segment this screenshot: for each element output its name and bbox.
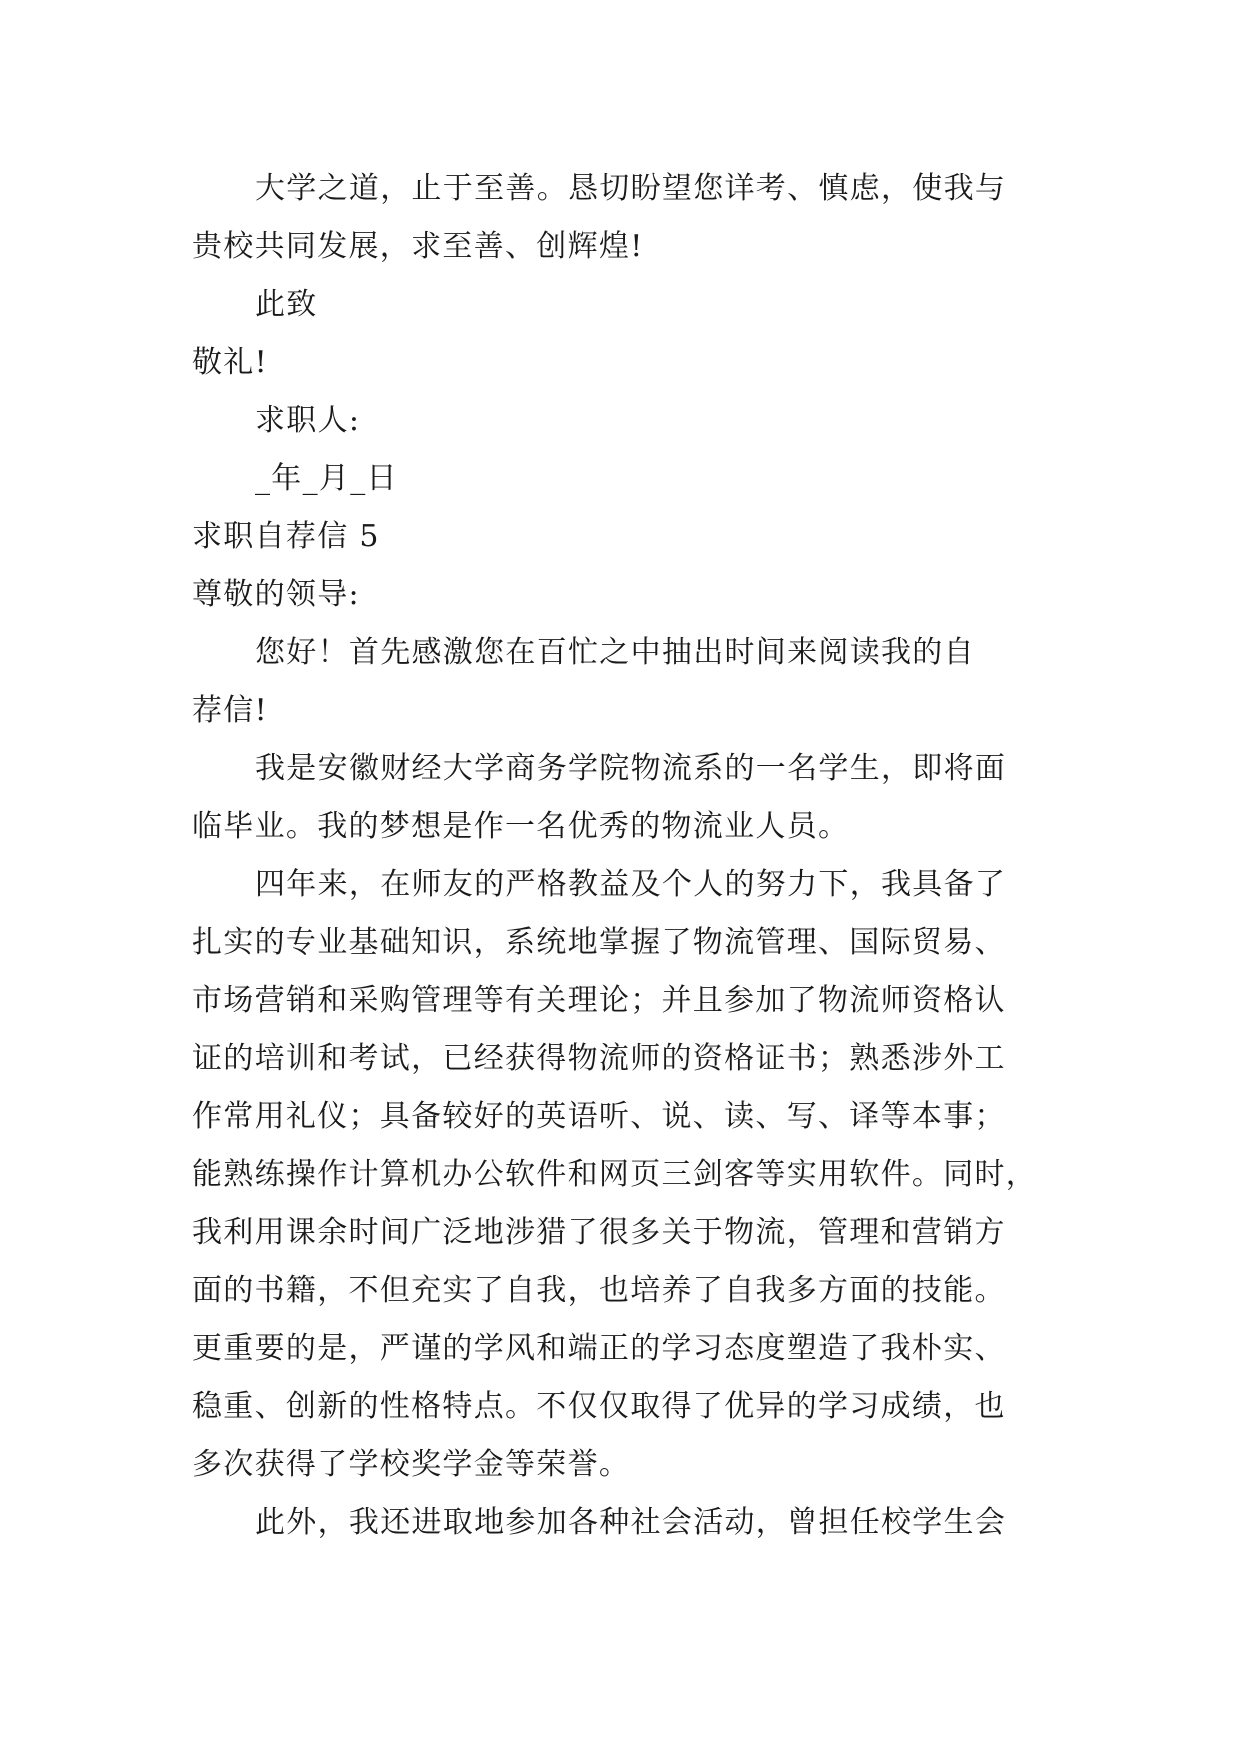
closing-salutation: 此致	[255, 287, 318, 322]
text-line: 您好！首先感激您在百忙之中抽出时间来阅读我的自	[255, 635, 975, 670]
text-line: 大学之道，止于至善。恳切盼望您详考、慎虑，使我与	[255, 171, 1007, 206]
text-line: 贵校共同发展，求至善、创辉煌!	[192, 229, 644, 264]
text-line: 四年来，在师友的严格教益及个人的努力下，我具备了	[255, 867, 1007, 902]
greeting: 尊敬的领导:	[192, 577, 360, 612]
signature-label: 求职人:	[255, 403, 361, 438]
date-placeholder: _年_月_日	[255, 461, 398, 496]
text-line: 我利用课余时间广泛地涉猎了很多关于物流，管理和营销方	[192, 1215, 1006, 1250]
closing-regards: 敬礼!	[192, 345, 268, 380]
text-line: 扎实的专业基础知识，系统地掌握了物流管理、国际贸易、	[192, 925, 1006, 960]
text-line: 此外，我还进取地参加各种社会活动，曾担任校学生会	[255, 1505, 1007, 1540]
letter-body	[192, 160, 1062, 1552]
text-line: 面的书籍，不但充实了自我，也培养了自我多方面的技能。	[192, 1273, 1006, 1308]
text-line: 临毕业。我的梦想是作一名优秀的物流业人员。	[192, 809, 850, 844]
text-line: 能熟练操作计算机办公软件和网页三剑客等实用软件。同时，	[192, 1157, 1038, 1192]
text-line: 作常用礼仪；具备较好的英语听、说、读、写、译等本事；	[192, 1099, 1006, 1134]
text-line: 更重要的是，严谨的学风和端正的学习态度塑造了我朴实、	[192, 1331, 1006, 1366]
text-line: 市场营销和采购管理等有关理论；并且参加了物流师资格认	[192, 983, 1006, 1018]
text-line: 我是安徽财经大学商务学院物流系的一名学生，即将面	[255, 751, 1007, 786]
text-line: 证的培训和考试，已经获得物流师的资格证书；熟悉涉外工	[192, 1041, 1006, 1076]
text-line: 稳重、创新的性格特点。不仅仅取得了优异的学习成绩，也	[192, 1389, 1006, 1424]
text-line: 多次获得了学校奖学金等荣誉。	[192, 1447, 631, 1482]
text-line: 荐信!	[192, 693, 268, 728]
section-title: 求职自荐信 5	[192, 519, 380, 554]
